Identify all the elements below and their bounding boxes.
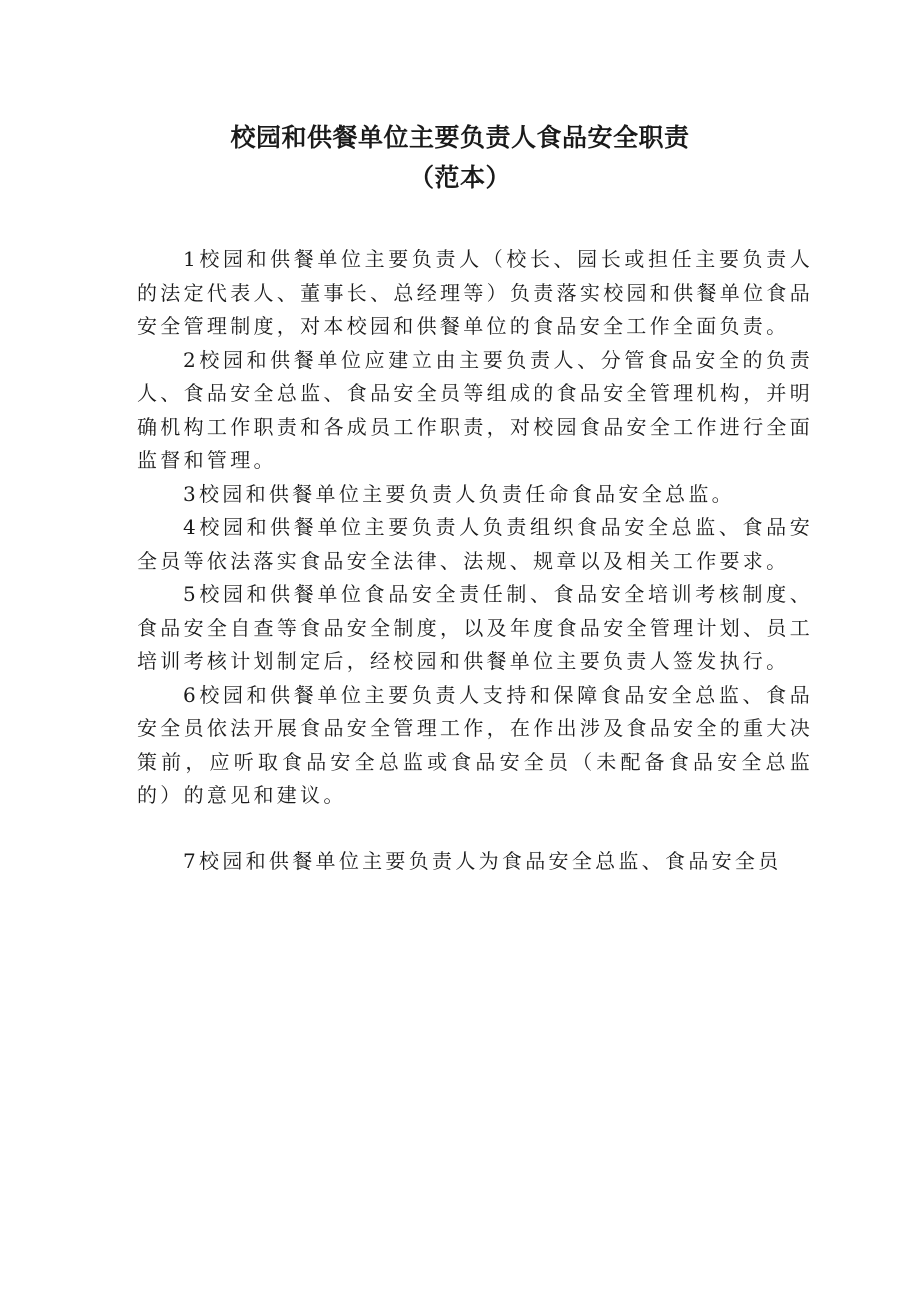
document-body	[137, 243, 813, 878]
paragraph-2: 2校园和供餐单位应建立由主要负责人、分管食品安全的负责人、食品安全总监、食品安全员等组成的食品安全管理机构，并明确机构工作职责和各成员工作职责，对校园食品安全工作进行全面监督和管理。	[137, 347, 813, 472]
paragraph-3: 3校园和供餐单位主要负责人负责任命食品安全总监。	[183, 481, 735, 506]
paragraph-6: 6校园和供餐单位主要负责人支持和保障食品安全总监、食品安全员依法开展食品安全管理工作，在作出涉及食品安全的重大决策前，应听取食品安全总监或食品安全员（未配备食品安全总监的）的意见和建议。	[137, 682, 813, 807]
document-subtitle: （范本）	[408, 163, 511, 192]
paragraph-1: 1校园和供餐单位主要负责人（校长、园长或担任主要负责人的法定代表人、董事长、总经理等）负责落实校园和供餐单位食品安全管理制度，对本校园和供餐单位的食品安全工作全面负责。	[137, 247, 813, 338]
paragraph-4: 4校园和供餐单位主要负责人负责组织食品安全总监、食品安全员等依法落实食品安全法律、法规、规章以及相关工作要求。	[137, 515, 813, 573]
paragraph-7: 7校园和供餐单位主要负责人为食品安全总监、食品安全员	[183, 848, 782, 873]
paragraph-5: 5校园和供餐单位食品安全责任制、食品安全培训考核制度、食品安全自查等食品安全制度，以及年度食品安全管理计划、员工培训考核计划制定后，经校园和供餐单位主要负责人签发执行。	[137, 582, 813, 673]
document-title: 校园和供餐单位主要负责人食品安全职责	[230, 123, 690, 152]
